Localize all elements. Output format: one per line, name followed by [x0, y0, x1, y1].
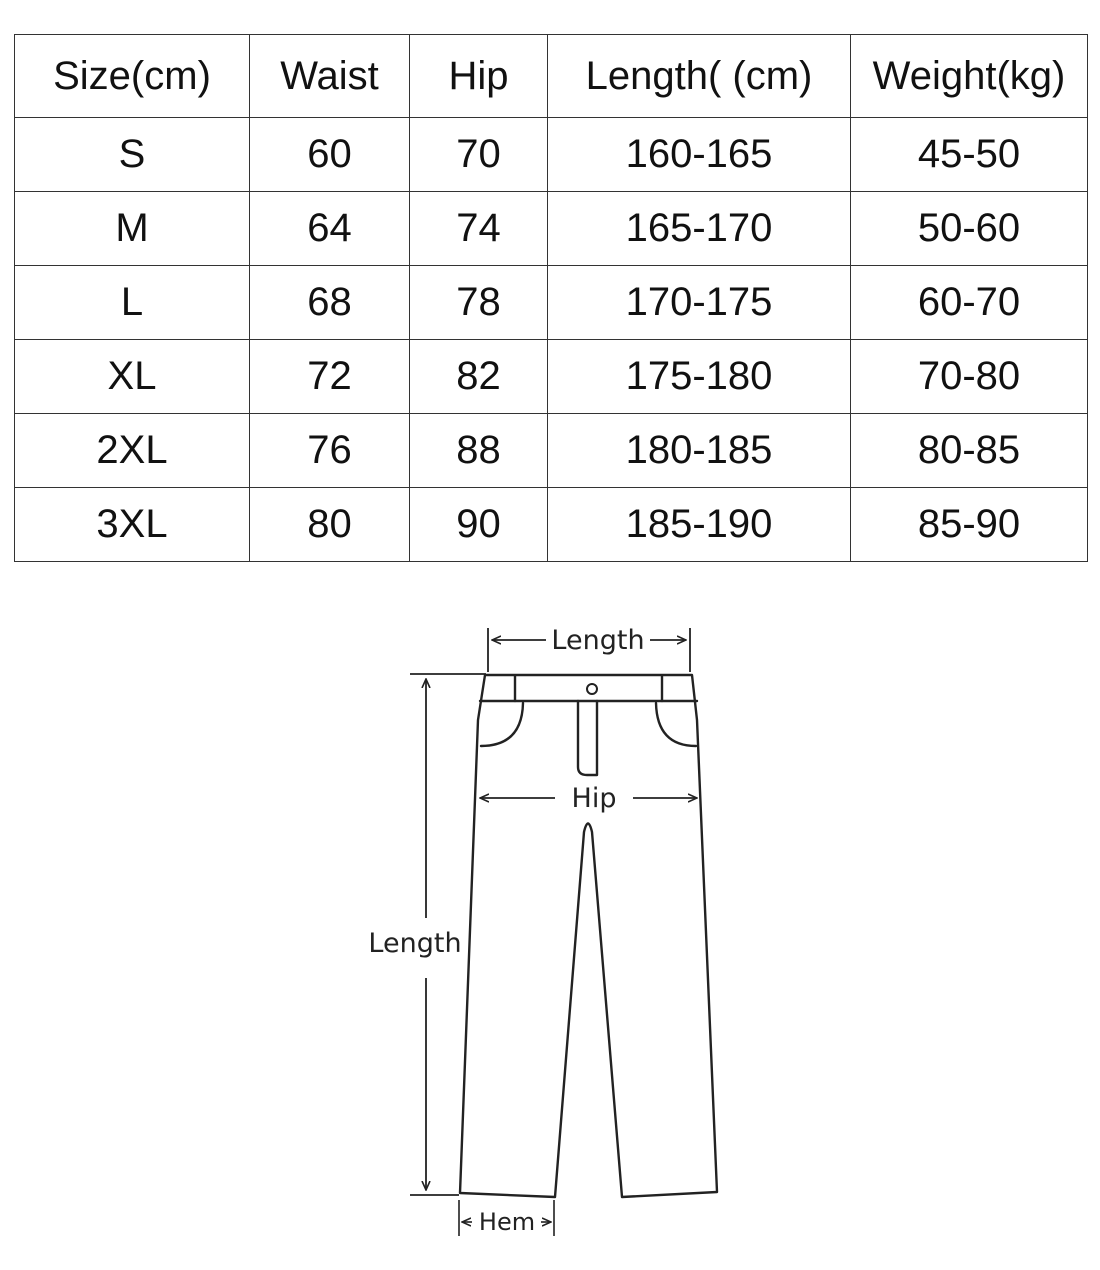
- cell-weight: 85-90: [851, 488, 1088, 562]
- cell-size: 2XL: [15, 414, 250, 488]
- cell-size: XL: [15, 340, 250, 414]
- cell-weight: 80-85: [851, 414, 1088, 488]
- top-length-label: Length: [551, 625, 645, 656]
- hip-label: Hip: [571, 783, 617, 814]
- pants-outline-icon: [460, 675, 717, 1197]
- cell-size: S: [15, 118, 250, 192]
- cell-length: 170-175: [548, 266, 851, 340]
- cell-hip: 82: [410, 340, 548, 414]
- cell-weight: 50-60: [851, 192, 1088, 266]
- cell-waist: 64: [250, 192, 410, 266]
- header-weight: Weight(kg): [851, 35, 1088, 118]
- cell-size: M: [15, 192, 250, 266]
- header-hip: Hip: [410, 35, 548, 118]
- cell-hip: 78: [410, 266, 548, 340]
- cell-length: 165-170: [548, 192, 851, 266]
- cell-waist: 76: [250, 414, 410, 488]
- header-size: Size(cm): [15, 35, 250, 118]
- cell-length: 175-180: [548, 340, 851, 414]
- cell-hip: 74: [410, 192, 548, 266]
- cell-hip: 88: [410, 414, 548, 488]
- button-icon: [587, 684, 597, 694]
- side-length-label: Length: [368, 928, 462, 959]
- header-waist: Waist: [250, 35, 410, 118]
- cell-weight: 60-70: [851, 266, 1088, 340]
- cell-waist: 68: [250, 266, 410, 340]
- hem-label: Hem: [478, 1208, 536, 1236]
- cell-weight: 70-80: [851, 340, 1088, 414]
- cell-waist: 60: [250, 118, 410, 192]
- cell-weight: 45-50: [851, 118, 1088, 192]
- cell-size: L: [15, 266, 250, 340]
- header-length: Length( (cm): [548, 35, 851, 118]
- cell-waist: 80: [250, 488, 410, 562]
- cell-size: 3XL: [15, 488, 250, 562]
- cell-hip: 90: [410, 488, 548, 562]
- cell-waist: 72: [250, 340, 410, 414]
- cell-length: 160-165: [548, 118, 851, 192]
- cell-hip: 70: [410, 118, 548, 192]
- cell-length: 185-190: [548, 488, 851, 562]
- cell-length: 180-185: [548, 414, 851, 488]
